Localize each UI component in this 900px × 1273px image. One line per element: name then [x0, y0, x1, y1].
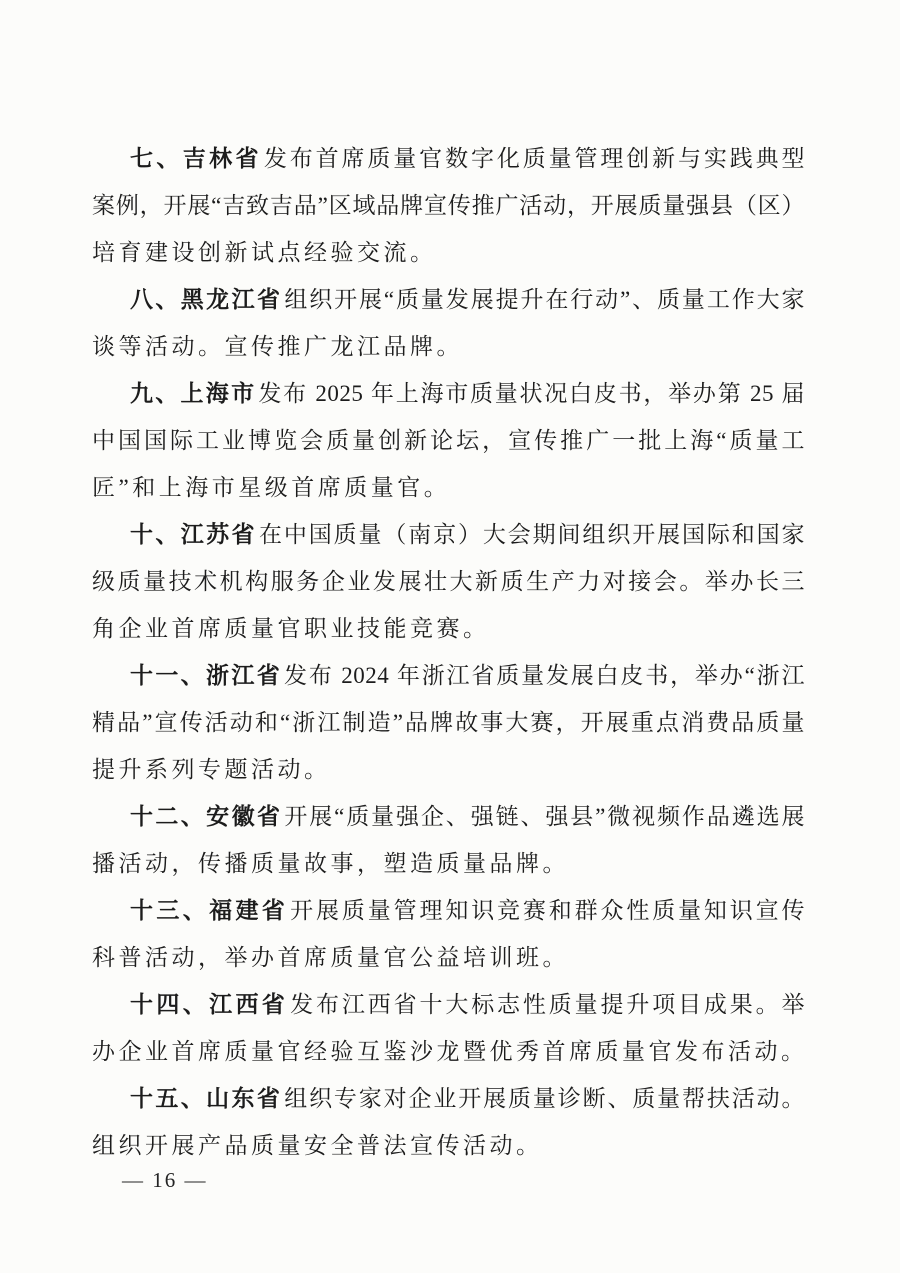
text-line: 十二、安徽省开展“质量强企、强链、强县”微视频作品遴选展 [130, 803, 806, 829]
paragraph-5 [92, 652, 805, 793]
text-line: 匠”和上海市星级首席质量官。 [92, 475, 451, 500]
text-line: 培育建设创新试点经验交流。 [92, 240, 437, 265]
text-line: 中国国际工业博览会质量创新论坛，宣传推广一批上海“质量工 [92, 428, 805, 453]
page-number-text: — 16 — [122, 1168, 208, 1192]
text-line: 组织开展产品质量安全普法宣传活动。 [92, 1133, 543, 1158]
paragraph-4 [92, 511, 805, 652]
text-line: 办企业首席质量官经验互鉴沙龙暨优秀首席质量官发布活动。 [92, 1039, 808, 1064]
page-number [122, 1166, 208, 1194]
paragraph-2 [92, 276, 805, 370]
text-line: 谈等活动。宣传推广龙江品牌。 [92, 334, 463, 359]
text-line: 十三、福建省开展质量管理知识竞赛和群众性质量知识宣传 [130, 897, 806, 923]
paragraph-8 [92, 981, 808, 1075]
paragraph-1 [92, 135, 805, 276]
text-line: 七、吉林省发布首席质量官数字化质量管理创新与实践典型 [130, 145, 806, 171]
paragraph-9 [92, 1075, 805, 1169]
document-body [92, 135, 808, 1169]
text-line: 案例，开展“吉致吉品”区域品牌宣传推广活动，开展质量强县（区） [92, 193, 805, 218]
paragraph-lead: 十一、浙江省 [130, 662, 283, 688]
text-line: 十、江苏省在中国质量（南京）大会期间组织开展国际和国家 [130, 521, 806, 547]
paragraph-lead: 七、吉林省 [130, 145, 262, 171]
text-line: 提升系列专题活动。 [92, 757, 331, 782]
paragraph-lead: 十二、安徽省 [130, 803, 283, 829]
paragraph-lead: 十三、福建省 [130, 897, 289, 923]
text-line: 十四、江西省发布江西省十大标志性质量提升项目成果。举 [130, 991, 806, 1017]
text-line: 精品”宣传活动和“浙江制造”品牌故事大赛，开展重点消费品质量 [92, 710, 805, 735]
paragraph-7 [92, 887, 805, 981]
text-line: 角企业首席质量官职业技能竞赛。 [92, 616, 490, 641]
text-line: 级质量技术机构服务企业发展壮大新质生产力对接会。举办长三 [92, 569, 805, 594]
text-line: 播活动，传播质量故事，塑造质量品牌。 [92, 851, 569, 876]
text-line: 八、黑龙江省组织开展“质量发展提升在行动”、质量工作大家 [130, 286, 806, 312]
paragraph-lead: 八、黑龙江省 [130, 286, 283, 312]
paragraph-lead: 十五、山东省 [130, 1085, 283, 1111]
paragraph-6 [92, 793, 805, 887]
paragraph-3 [92, 370, 805, 511]
paragraph-lead: 十四、江西省 [130, 991, 289, 1017]
text-line: 十五、山东省组织专家对企业开展质量诊断、质量帮扶活动。 [130, 1085, 806, 1111]
paragraph-lead: 九、上海市 [130, 380, 257, 406]
text-line: 十一、浙江省发布 2024 年浙江省质量发展白皮书，举办“浙江 [130, 662, 805, 688]
paragraph-lead: 十、江苏省 [130, 521, 257, 547]
text-line: 科普活动，举办首席质量官公益培训班。 [92, 945, 569, 970]
text-line: 九、上海市发布 2025 年上海市质量状况白皮书，举办第 25 届 [130, 380, 806, 406]
